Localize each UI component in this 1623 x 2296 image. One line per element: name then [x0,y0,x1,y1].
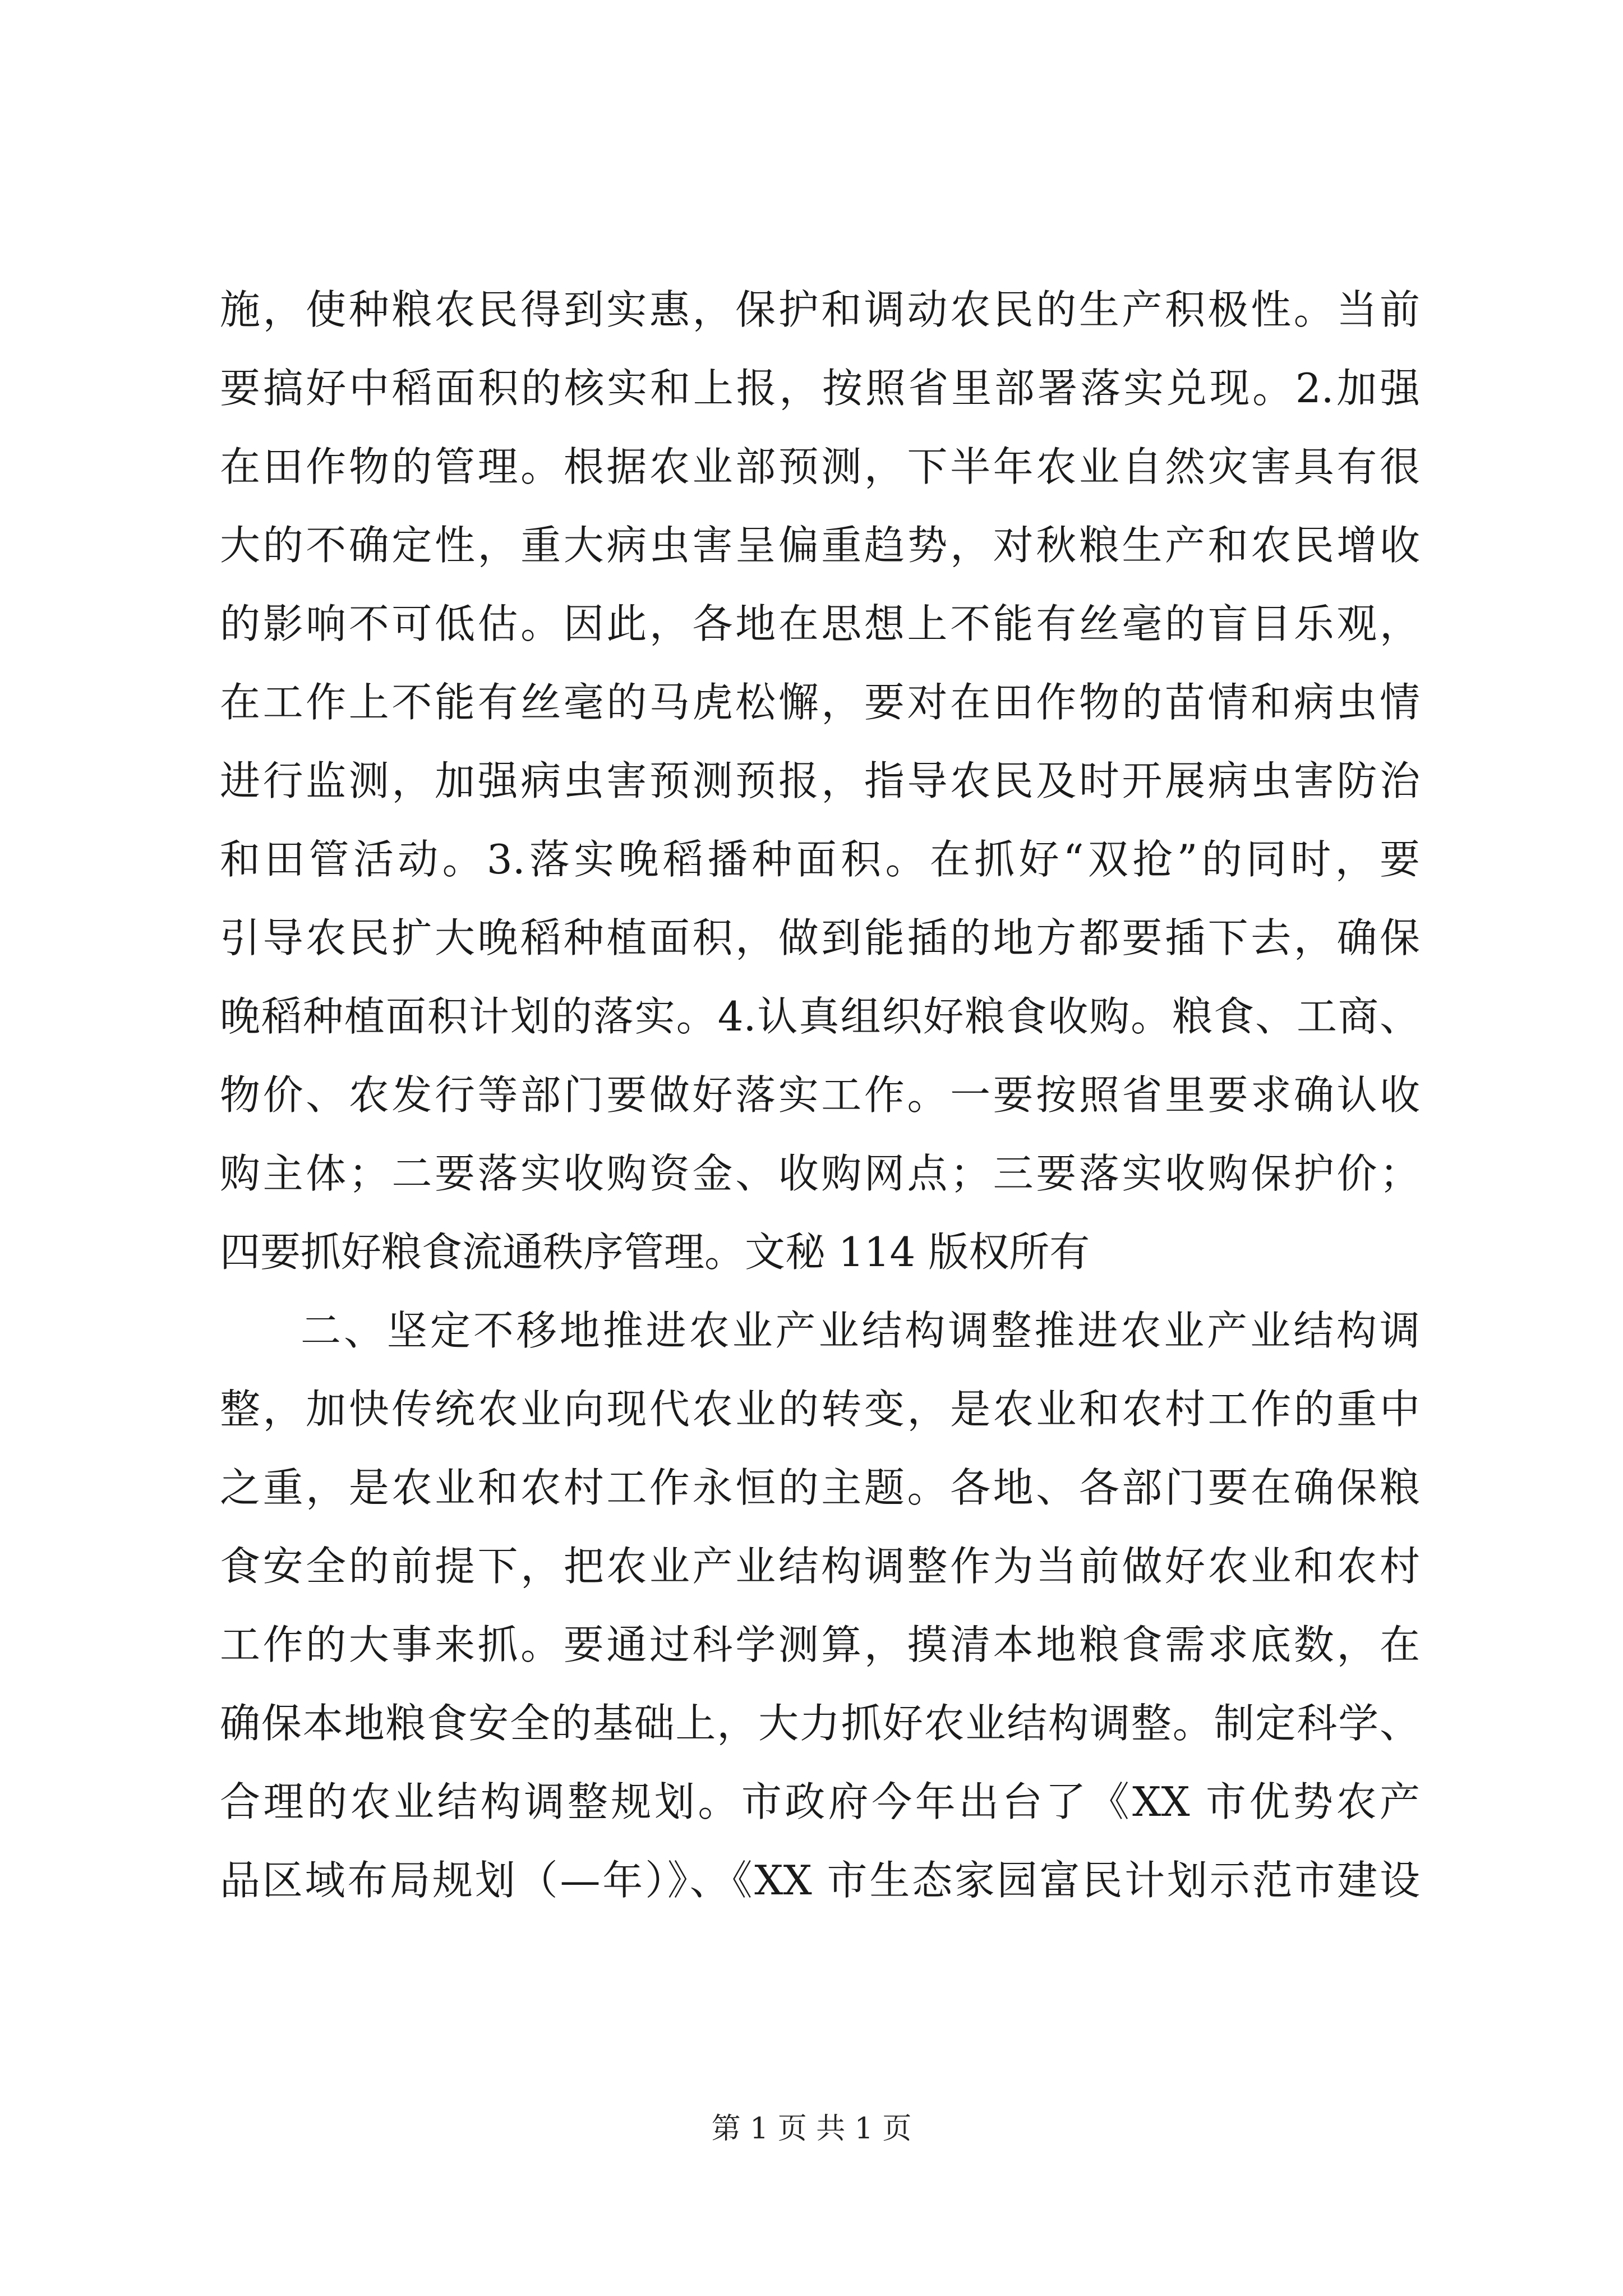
text-line-4: 大的不确定性，重大病虫害呈偏重趋势，对秋粮生产和农民增收 [220,522,1420,569]
text-line-11: 物价、农发行等部门要做好落实工作。一要按照省里要求确认收 [220,1071,1420,1119]
text-line-13: 四要抓好粮食流通秩序管理。文秘 114 版权所有 [220,1228,1090,1276]
text-line-15: 整，加快传统农业向现代农业的转变，是农业和农村工作的重中 [220,1386,1420,1433]
text-line-20: 合理的农业结构调整规划。市政府今年出台了《XX 市优势农产 [220,1778,1420,1825]
text-line-8: 和田管活动。3.落实晚稻播种面积。在抓好“双抢”的同时，要 [220,836,1420,883]
text-line-3: 在田作物的管理。根据农业部预测，下半年农业自然灾害具有很 [220,443,1420,490]
text-line-18: 工作的大事来抓。要通过科学测算，摸清本地粮食需求底数，在 [220,1621,1420,1668]
body-text [220,270,1420,1920]
text-line-19: 确保本地粮食安全的基础上，大力抓好农业结构调整。制定科学、 [220,1700,1420,1747]
text-line-5: 的影响不可低估。因此，各地在思想上不能有丝毫的盲目乐观， [220,600,1420,647]
text-line-6: 在工作上不能有丝毫的马虎松懈，要对在田作物的苗情和病虫情 [220,679,1420,726]
text-line-9: 引导农民扩大晚稻种植面积，做到能插的地方都要插下去，确保 [220,914,1420,961]
page-number-footer: 第 1 页 共 1 页 [711,2112,912,2146]
section-heading-line: 二、坚定不移地推进农业产业结构调整推进农业产业结构调 [301,1307,1420,1354]
text-line-21: 品区域布局规划（—年）》、《XX 市生态家园富民计划示范市建设 [220,1857,1420,1904]
text-line-1: 施，使种粮农民得到实惠，保护和调动农民的生产积极性。当前 [220,286,1420,333]
text-line-2: 要搞好中稻面积的核实和上报，按照省里部署落实兑现。2.加强 [220,365,1420,412]
text-line-12: 购主体；二要落实收购资金、收购网点；三要落实收购保护价； [220,1150,1420,1197]
text-line-7: 进行监测，加强病虫害预测预报，指导农民及时开展病虫害防治 [220,757,1420,804]
text-line-10: 晚稻种植面积计划的落实。4.认真组织好粮食收购。粮食、工商、 [220,993,1420,1040]
text-line-16: 之重，是农业和农村工作永恒的主题。各地、各部门要在确保粮 [220,1464,1420,1511]
text-line-17: 食安全的前提下，把农业产业结构调整作为当前做好农业和农村 [220,1543,1420,1590]
